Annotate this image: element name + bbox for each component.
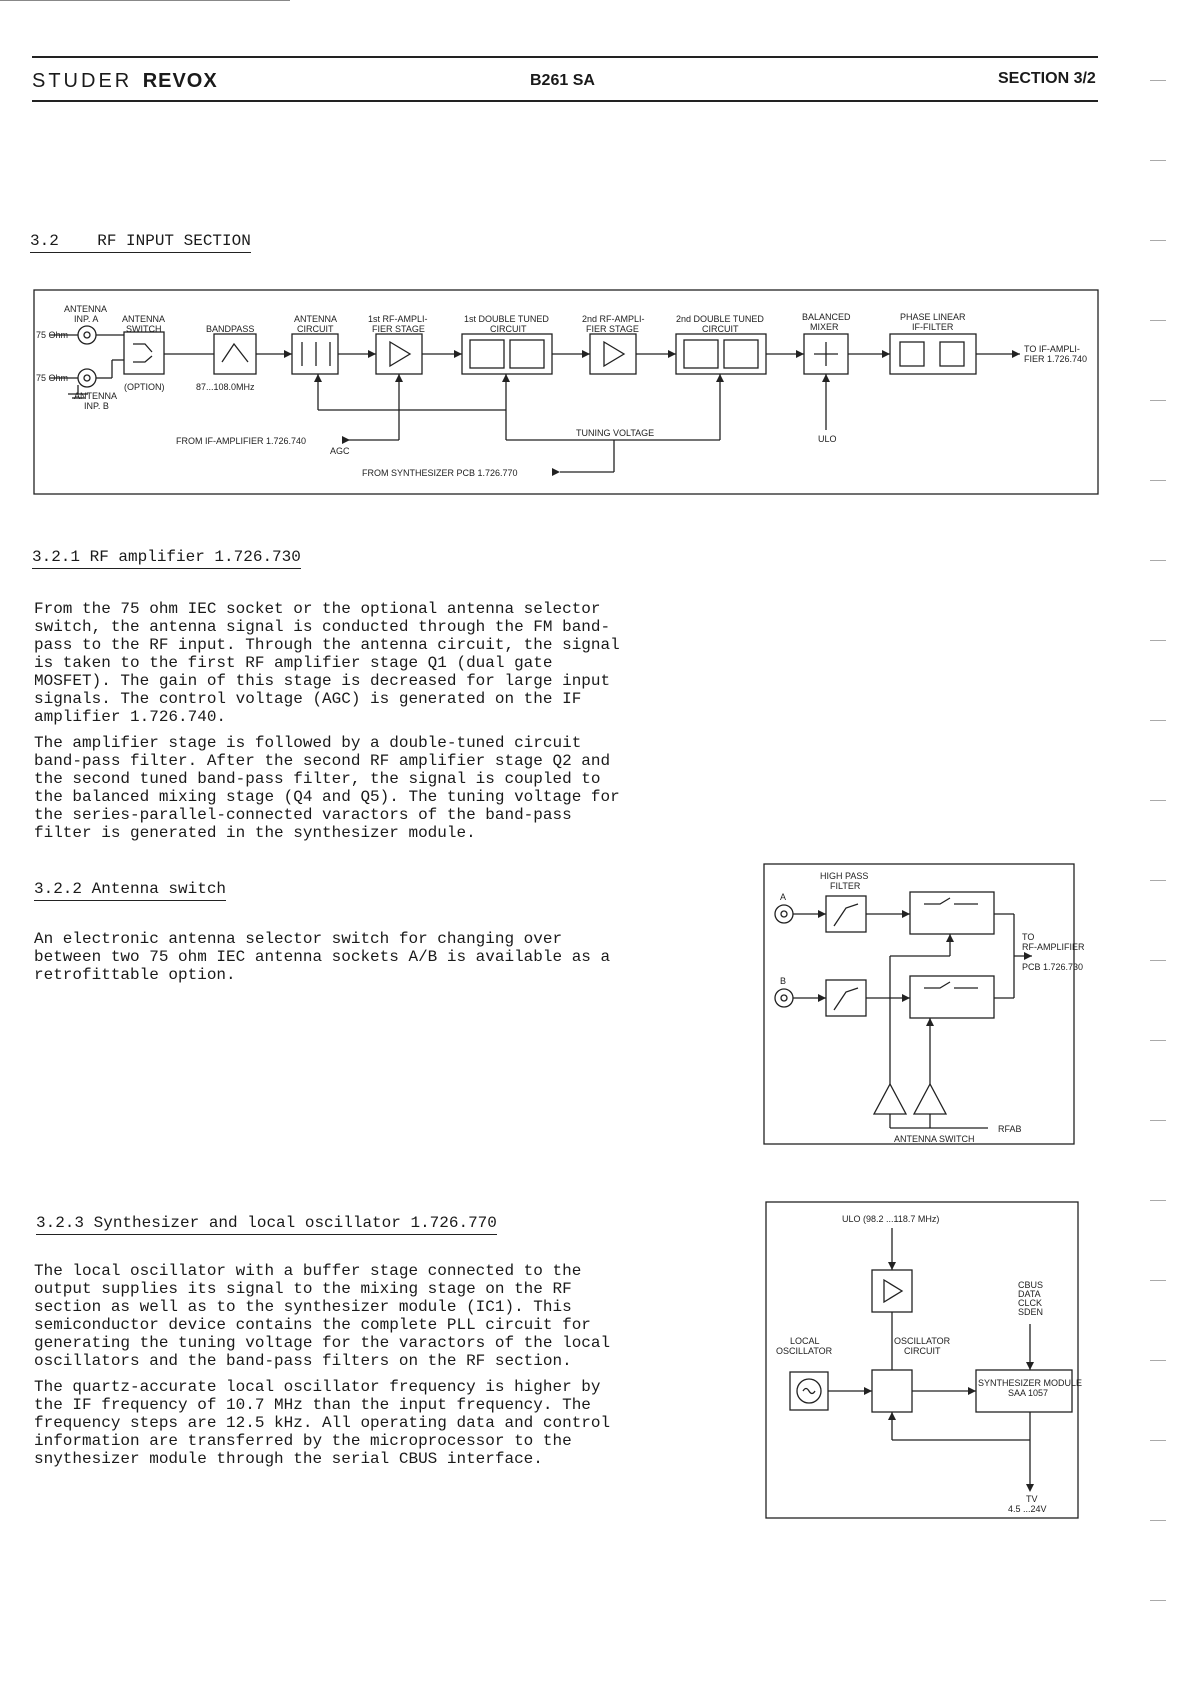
- synthesizer-frame: [766, 1202, 1078, 1518]
- phase-linear-label-2: IF-FILTER: [912, 322, 954, 332]
- para-3-2-1b-line: The amplifier stage is followed by a double-tuned circuit: [34, 734, 582, 752]
- synth-module-label-2: SAA 1057: [1008, 1388, 1049, 1398]
- para-3-2-3-line: section as well as to the synthesizer module (IC1). This: [34, 1298, 572, 1316]
- antenna-circuit-label-2: CIRCUIT: [297, 324, 334, 334]
- para-3-2-3-line: output supplies its signal to the mixing stage on the RF: [34, 1280, 572, 1298]
- phase-linear-filter-block: [890, 334, 976, 374]
- ohm-b-label: 75 Ohm: [36, 373, 69, 383]
- para-3-2-1b-line: the second tuned band-pass filter, the signal is coupled to: [34, 770, 601, 788]
- rf-amp-2-label-2: FIER STAGE: [586, 324, 639, 334]
- tuning-voltage-label: TUNING VOLTAGE: [576, 428, 655, 438]
- para-3-2-3b-line: snythesizer module through the serial CBUS interface.: [34, 1450, 543, 1468]
- para-3-2-1b-line: the series-parallel-connected varactors of the band-pass: [34, 806, 572, 824]
- antenna-b-label-1: ANTENNA: [74, 391, 118, 401]
- para-3-2-3b-line: The quartz-accurate local oscillator frequency is higher by: [34, 1378, 601, 1396]
- para-3-2-3b-line: the IF frequency of 10.7 MHz than the input frequency. The: [34, 1396, 591, 1414]
- ulo-range-label: ULO (98.2 ...118.7 MHz): [842, 1214, 940, 1224]
- tv-label: TV: [1026, 1494, 1038, 1504]
- bandpass-label: BANDPASS: [206, 324, 255, 334]
- high-pass-label-2: FILTER: [830, 881, 861, 891]
- section-3-2-3-heading: 3.2.3 Synthesizer and local oscillator 1.726.770: [36, 1214, 497, 1235]
- antenna-switch-label-1: ANTENNA: [122, 314, 166, 324]
- antenna-a-label-2: INP. A: [74, 314, 99, 324]
- rf-input-block-diagram: [0, 0, 1190, 520]
- phase-linear-label-1: PHASE LINEAR: [900, 312, 966, 322]
- model-title: B261 SA: [530, 72, 595, 89]
- ohm-a-label: 75 Ohm: [36, 330, 69, 340]
- double-tuned-2-label-1: 2nd DOUBLE TUNED: [676, 314, 764, 324]
- to-if-amp-label-1: TO IF-AMPLI-: [1024, 344, 1080, 354]
- local-osc-label-2: OSCILLATOR: [776, 1346, 833, 1356]
- high-pass-filter-b: [826, 980, 866, 1016]
- to-rf-amp-label-1: TO: [1022, 932, 1035, 942]
- from-if-amp-label: FROM IF-AMPLIFIER 1.726.740: [176, 436, 307, 446]
- para-3-2-1b-line: filter is generated in the synthesizer module.: [34, 824, 476, 842]
- rf-amp-2-block: [590, 334, 636, 374]
- osc-circuit-label-2: CIRCUIT: [904, 1346, 941, 1356]
- antenna-socket-a: [78, 326, 96, 344]
- brand-studer: STUDER: [32, 70, 133, 92]
- oscillator-circuit-block: [872, 1370, 912, 1412]
- high-pass-filter-a: [826, 896, 866, 932]
- from-synth-label: FROM SYNTHESIZER PCB 1.726.770: [362, 468, 518, 478]
- section-3-2-2-heading: 3.2.2 Antenna switch: [34, 880, 226, 901]
- section-3-2-2-body: [34, 930, 610, 984]
- rf-amp-1-label-1: 1st RF-AMPLI-: [368, 314, 428, 324]
- section-label: SECTION 3/2: [998, 70, 1096, 87]
- input-b-label: B: [780, 976, 787, 986]
- ulo-label: ULO: [818, 434, 837, 444]
- section-3-2-heading: 3.2 RF INPUT SECTION: [30, 232, 251, 253]
- double-tuned-1-label-2: CIRCUIT: [490, 324, 527, 334]
- to-rf-amp-label-3: PCB 1.726.730: [1022, 962, 1084, 972]
- section-3-2-3-body: [34, 1262, 610, 1468]
- driver-triangle-left: [874, 1084, 906, 1114]
- section-3-2-1-body: [34, 600, 620, 842]
- bus-line-clck: CLCK: [1018, 1298, 1043, 1308]
- para-3-2-1b-line: the balanced mixing stage (Q4 and Q5). The tuning voltage for: [34, 788, 620, 806]
- local-osc-label-1: LOCAL: [790, 1336, 820, 1346]
- switch-block-b: [910, 976, 994, 1018]
- para-3-2-1-line: From the 75 ohm IEC socket or the optional antenna selector: [34, 600, 601, 618]
- para-3-2-3-line: generating the tuning voltage for the varactors of the local: [34, 1334, 611, 1352]
- bandpass-range-label: 87...108.0MHz: [196, 382, 255, 392]
- double-tuned-1-label-1: 1st DOUBLE TUNED: [464, 314, 549, 324]
- rfab-label: RFAB: [998, 1124, 1022, 1134]
- antenna-a-label-1: ANTENNA: [64, 304, 108, 314]
- para-3-2-3b-line: information are transferred by the microprocessor to the: [34, 1432, 572, 1450]
- para-3-2-2-line: An electronic antenna selector switch for changing over: [34, 930, 563, 948]
- para-3-2-2-line: between two 75 ohm IEC antenna sockets A/B is available as a: [34, 948, 611, 966]
- para-3-2-3b-line: frequency steps are 12.5 kHz. All operating data and control: [34, 1414, 611, 1432]
- input-socket-a: [775, 905, 793, 923]
- antenna-switch-frame: [764, 864, 1074, 1144]
- balanced-mixer-label-2: MIXER: [810, 322, 839, 332]
- antenna-switch-diagram: [764, 864, 1085, 1146]
- switch-block-a: [910, 892, 994, 934]
- brand-revox: REVOX: [142, 70, 218, 92]
- input-a-label: A: [780, 892, 787, 902]
- bus-line-sden: SDEN: [1018, 1307, 1044, 1317]
- antenna-circuit-block: [292, 334, 338, 374]
- para-3-2-3-line: The local oscillator with a buffer stage connected to the: [34, 1262, 582, 1280]
- section-3-2-1-heading: 3.2.1 RF amplifier 1.726.730: [32, 548, 301, 569]
- para-3-2-2-line: retrofittable option.: [34, 966, 236, 984]
- para-3-2-1b-line: band-pass filter. After the second RF amplifier stage Q2 and: [34, 752, 611, 770]
- bus-line-data: DATA: [1018, 1289, 1041, 1299]
- agc-label: AGC: [330, 446, 350, 456]
- synth-module-label-1: SYNTHESIZER MODULE: [978, 1378, 1083, 1388]
- para-3-2-1-line: switch, the antenna signal is conducted through the FM band-: [34, 618, 611, 636]
- para-3-2-1-line: pass to the RF input. Through the antenna circuit, the signal: [34, 636, 620, 654]
- antenna-switch-block: [124, 332, 164, 374]
- margin-tick-marks: [1150, 80, 1168, 1640]
- antenna-circuit-label-1: ANTENNA: [294, 314, 338, 324]
- antenna-switch-label-2: SWITCH: [126, 324, 162, 334]
- to-if-amp-label-2: FIER 1.726.740: [1024, 354, 1088, 364]
- para-3-2-3-line: oscillators and the band-pass filters on the RF section.: [34, 1352, 572, 1370]
- para-3-2-1-line: amplifier 1.726.740.: [34, 708, 227, 726]
- para-3-2-1-line: signals. The control voltage (AGC) is generated on the IF: [34, 690, 582, 708]
- input-socket-b: [775, 989, 793, 1007]
- para-3-2-1-line: MOSFET). The gain of this stage is decreased for large input: [34, 672, 611, 690]
- bandpass-block: [214, 334, 256, 374]
- driver-triangle-right: [914, 1084, 946, 1114]
- antenna-switch-caption: ANTENNA SWITCH: [894, 1134, 975, 1144]
- antenna-socket-b: [78, 369, 96, 387]
- antenna-b-label-2: INP. B: [84, 401, 109, 411]
- double-tuned-2-label-2: CIRCUIT: [702, 324, 739, 334]
- rf-amp-1-label-2: FIER STAGE: [372, 324, 425, 334]
- to-rf-amp-label-2: RF-AMPLIFIER: [1022, 942, 1085, 952]
- option-label: (OPTION): [124, 382, 165, 392]
- buffer-amp-block: [872, 1270, 912, 1312]
- bus-line-cbus: CBUS: [1018, 1280, 1044, 1290]
- high-pass-label-1: HIGH PASS: [820, 871, 869, 881]
- rf-amp-1-block: [376, 334, 422, 374]
- balanced-mixer-label-1: BALANCED: [802, 312, 851, 322]
- tv-range-label: 4.5 ...24V: [1008, 1504, 1047, 1514]
- synthesizer-diagram: [764, 1200, 1082, 1522]
- osc-circuit-label-1: OSCILLATOR: [894, 1336, 951, 1346]
- para-3-2-3-line: semiconductor device contains the complete PLL circuit for: [34, 1316, 591, 1334]
- rf-amp-2-label-1: 2nd RF-AMPLI-: [582, 314, 645, 324]
- para-3-2-1-line: is taken to the first RF amplifier stage Q1 (dual gate: [34, 654, 553, 672]
